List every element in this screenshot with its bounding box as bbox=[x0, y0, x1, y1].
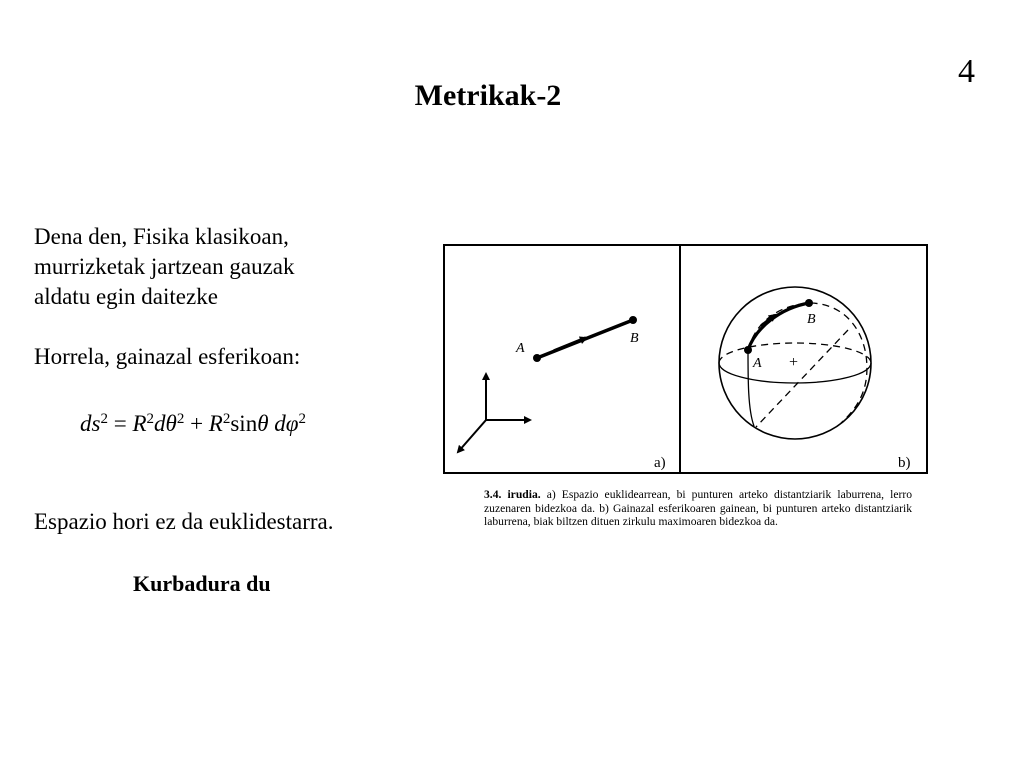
slide-title: Metrikak-2 bbox=[414, 79, 562, 112]
formula-plus: + bbox=[184, 411, 209, 436]
figure-drawing bbox=[436, 240, 938, 480]
caption-text: a) Espazio euklidearrean, bi punturen arteko distantziarik laburrena, lerro zuzenaren bidezkoa da. b) Gainazal esferikoaren gainean, bi punturen arteko distantziarik laburrena, biak biltzen dituen zirkulu maximoaren bidezkoa da. bbox=[484, 488, 912, 529]
formula-differential: d bbox=[154, 411, 166, 436]
point-b-label: B bbox=[807, 312, 816, 327]
panel-b-sphere bbox=[719, 287, 911, 471]
point-a-dot bbox=[533, 354, 541, 362]
metric-formula bbox=[80, 404, 306, 439]
curvature-emphasis: Kurbadura du bbox=[133, 571, 271, 596]
slide-number: 4 bbox=[958, 53, 975, 90]
geodesic-arrow bbox=[761, 315, 775, 326]
point-a-label: A bbox=[753, 356, 762, 371]
figure-3-4 bbox=[436, 240, 938, 480]
axis-depth bbox=[458, 420, 486, 452]
intro-line: Dena den, Fisika klasikoan, bbox=[34, 224, 289, 249]
formula-differential: d bbox=[268, 411, 286, 436]
formula-radius: R bbox=[132, 411, 147, 436]
sphere-diameter bbox=[756, 330, 848, 427]
point-a-label: A bbox=[516, 341, 525, 356]
intro-line: murrizketak jartzean gauzak bbox=[34, 254, 295, 279]
panel-a-label: a) bbox=[654, 455, 666, 471]
formula-exponent: 2 bbox=[176, 411, 185, 427]
figure-frame bbox=[444, 245, 927, 473]
spherical-surface-lead: Horrela, gainazal esferikoan: bbox=[34, 344, 301, 369]
conclusion-text: Espazio hori ez da euklidestarra. bbox=[34, 509, 334, 534]
intro-paragraph bbox=[34, 222, 295, 312]
formula-theta: θ bbox=[257, 411, 269, 436]
formula-phi: φ bbox=[285, 411, 299, 436]
formula-exponent: 2 bbox=[298, 411, 306, 427]
point-a-dot bbox=[744, 346, 752, 354]
formula-theta: θ bbox=[165, 411, 177, 436]
intro-line: aldatu egin daitezke bbox=[34, 284, 218, 309]
formula-radius: R bbox=[208, 411, 223, 436]
sphere-center-mark: + bbox=[789, 354, 799, 371]
point-b-label: B bbox=[630, 331, 639, 346]
panel-a-euclidean bbox=[458, 316, 666, 471]
formula-exponent: 2 bbox=[146, 411, 154, 427]
direction-arrow bbox=[554, 338, 586, 351]
formula-equals: = bbox=[107, 411, 133, 436]
figure-caption bbox=[484, 488, 912, 529]
point-b-dot bbox=[805, 299, 813, 307]
caption-reference: 3.4. irudia. bbox=[484, 488, 541, 501]
formula-exponent: 2 bbox=[222, 411, 231, 427]
point-b-dot bbox=[629, 316, 637, 324]
formula-ds: ds bbox=[80, 411, 101, 436]
panel-b-label: b) bbox=[898, 455, 911, 471]
formula-exponent: 2 bbox=[100, 411, 108, 427]
formula-sin: sin bbox=[230, 411, 258, 436]
